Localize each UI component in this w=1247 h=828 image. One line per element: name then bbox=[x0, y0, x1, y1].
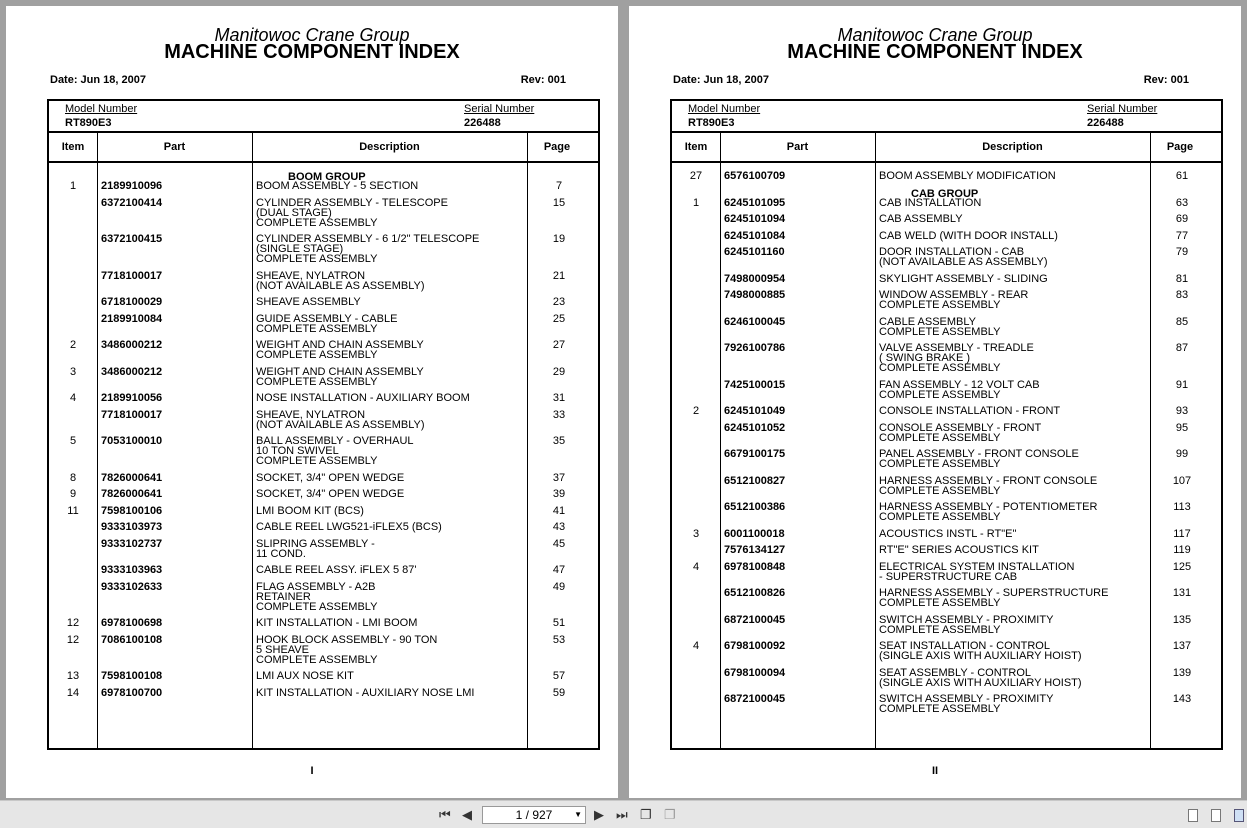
part-description: CABLE REEL LWG521-iFLEX5 (BCS) bbox=[256, 521, 442, 533]
part-description: SHEAVE ASSEMBLY bbox=[256, 296, 361, 308]
page-reference: 61 bbox=[1175, 170, 1189, 182]
table-header bbox=[672, 133, 1221, 163]
component-index-table bbox=[47, 99, 600, 750]
part-number: 9333102737 bbox=[101, 538, 163, 550]
page-reference: 25 bbox=[552, 313, 566, 325]
item-number: 9 bbox=[69, 488, 77, 500]
part-number: 6001100018 bbox=[724, 528, 785, 540]
page-reference: 113 bbox=[1173, 501, 1191, 513]
part-description: CAB INSTALLATION bbox=[879, 197, 982, 209]
page-reference: 57 bbox=[552, 670, 566, 682]
part-number: 2189910096 bbox=[101, 180, 163, 192]
part-description: CONSOLE INSTALLATION - FRONT bbox=[879, 405, 1061, 417]
document-title: MACHINE COMPONENT INDEX bbox=[164, 41, 460, 63]
part-description: KIT INSTALLATION - AUXILIARY NOSE LMI bbox=[256, 687, 475, 699]
item-number: 14 bbox=[66, 687, 80, 699]
part-description: DOOR INSTALLATION - CAB (NOT AVAILABLE AS ASSEMBLY) bbox=[879, 246, 1048, 268]
part-number: 7086100108 bbox=[101, 634, 163, 646]
document-title: MACHINE COMPONENT INDEX bbox=[787, 41, 1083, 63]
table-header bbox=[49, 133, 598, 163]
page-reference: 87 bbox=[1175, 342, 1189, 354]
serial-number-label: Serial Number bbox=[464, 103, 535, 115]
component-index-table bbox=[670, 99, 1223, 750]
column-divider bbox=[720, 133, 721, 748]
part-number: 6372100415 bbox=[101, 233, 163, 245]
item-number: 3 bbox=[69, 366, 77, 378]
part-description: SHEAVE, NYLATRON (NOT AVAILABLE AS ASSEMBLY) bbox=[256, 409, 425, 431]
part-number: 6978100848 bbox=[724, 561, 786, 573]
group-heading: BOOM GROUP bbox=[288, 171, 366, 183]
serial-number-value: 226488 bbox=[464, 117, 501, 129]
item-number: 12 bbox=[66, 634, 80, 646]
part-number: 7926100786 bbox=[724, 342, 786, 354]
page-reference: 15 bbox=[552, 197, 566, 209]
part-description: GUIDE ASSEMBLY - CABLE COMPLETE ASSEMBLY bbox=[256, 313, 398, 335]
part-description: CAB ASSEMBLY bbox=[879, 213, 963, 225]
part-number: 6245101160 bbox=[724, 246, 785, 258]
column-header-description: Description bbox=[359, 141, 420, 153]
page-reference: 77 bbox=[1175, 230, 1189, 242]
item-number: 4 bbox=[692, 640, 700, 652]
column-divider bbox=[97, 133, 98, 748]
page-reference: 81 bbox=[1175, 273, 1189, 285]
page-reference: 131 bbox=[1172, 587, 1192, 599]
part-number: 6978100698 bbox=[101, 617, 163, 629]
item-number: 5 bbox=[69, 435, 77, 447]
part-description: KIT INSTALLATION - LMI BOOM bbox=[256, 617, 418, 629]
part-number: 7498000885 bbox=[724, 289, 786, 301]
part-description: HARNESS ASSEMBLY - SUPERSTRUCTURE COMPLETE ASSEMBLY bbox=[879, 587, 1109, 609]
page-reference: 27 bbox=[552, 339, 566, 351]
page-reference: 91 bbox=[1175, 379, 1189, 391]
model-number-value: RT890E3 bbox=[65, 117, 112, 129]
part-description: SHEAVE, NYLATRON (NOT AVAILABLE AS ASSEMBLY) bbox=[256, 270, 425, 292]
page-reference: 135 bbox=[1172, 614, 1192, 626]
column-header-part: Part bbox=[163, 141, 186, 153]
column-header-page: Page bbox=[543, 141, 571, 153]
part-description: WEIGHT AND CHAIN ASSEMBLY COMPLETE ASSEMBLY bbox=[256, 339, 424, 361]
page-reference: 63 bbox=[1175, 197, 1189, 209]
part-number: 9333103963 bbox=[101, 564, 163, 576]
last-page-icon[interactable]: ⏭ bbox=[616, 807, 628, 822]
part-description: FAN ASSEMBLY - 12 VOLT CAB COMPLETE ASSEMBLY bbox=[879, 379, 1040, 401]
part-number: 6872100045 bbox=[724, 614, 786, 626]
part-description: RT"E" SERIES ACOUSTICS KIT bbox=[879, 544, 1039, 556]
item-number: 27 bbox=[689, 170, 703, 182]
part-number: 6798100092 bbox=[724, 640, 786, 652]
item-number: 13 bbox=[66, 670, 80, 682]
model-number-label: Model Number bbox=[65, 103, 138, 115]
part-description: BOOM ASSEMBLY - 5 SECTION bbox=[256, 180, 419, 192]
model-number-value: RT890E3 bbox=[688, 117, 735, 129]
page-reference: 95 bbox=[1175, 422, 1189, 434]
page-reference: 69 bbox=[1175, 213, 1189, 225]
facing-view-icon[interactable] bbox=[1234, 809, 1244, 822]
part-number: 6978100700 bbox=[101, 687, 163, 699]
page-reference: 139 bbox=[1172, 667, 1192, 679]
page-reference: 137 bbox=[1172, 640, 1192, 652]
part-number: 6512100826 bbox=[724, 587, 786, 599]
document-page-2 bbox=[629, 6, 1241, 798]
part-number: 6512100386 bbox=[724, 501, 786, 513]
part-number: 9333103973 bbox=[101, 521, 163, 533]
part-description: SWITCH ASSEMBLY - PROXIMITY COMPLETE ASSEMBLY bbox=[879, 693, 1054, 715]
first-page-icon[interactable]: ⏮ bbox=[439, 807, 451, 822]
continuous-view-icon[interactable] bbox=[1211, 809, 1221, 822]
part-description: CAB WELD (WITH DOOR INSTALL) bbox=[879, 230, 1058, 242]
column-divider bbox=[875, 133, 876, 748]
document-date: Date: Jun 18, 2007 bbox=[673, 74, 769, 86]
item-number: 3 bbox=[692, 528, 700, 540]
page-reference: 33 bbox=[552, 409, 566, 421]
part-description: NOSE INSTALLATION - AUXILIARY BOOM bbox=[256, 392, 470, 404]
item-number: 4 bbox=[692, 561, 700, 573]
part-number: 7826000641 bbox=[101, 472, 163, 484]
item-number: 12 bbox=[66, 617, 80, 629]
page-reference: 119 bbox=[1173, 544, 1191, 556]
page-number: I bbox=[310, 765, 314, 777]
page-reference: 35 bbox=[552, 435, 566, 447]
part-number: 6245101049 bbox=[724, 405, 786, 417]
document-revision: Rev: 001 bbox=[520, 74, 566, 86]
part-description: SOCKET, 3/4" OPEN WEDGE bbox=[256, 488, 405, 500]
part-number: 2189910056 bbox=[101, 392, 163, 404]
document-date: Date: Jun 18, 2007 bbox=[50, 74, 146, 86]
page-reference: 85 bbox=[1175, 316, 1189, 328]
page-reference: 53 bbox=[552, 634, 566, 646]
page-reference: 107 bbox=[1172, 475, 1192, 487]
part-number: 6718100029 bbox=[101, 296, 163, 308]
item-number: 4 bbox=[69, 392, 77, 404]
part-number: 6372100414 bbox=[101, 197, 163, 209]
page-reference: 49 bbox=[552, 581, 566, 593]
part-description: HARNESS ASSEMBLY - POTENTIOMETER COMPLETE ASSEMBLY bbox=[879, 501, 1098, 523]
column-header-item: Item bbox=[684, 141, 708, 153]
page-indicator-text: 1 / 927 bbox=[515, 808, 553, 822]
page-reference: 37 bbox=[552, 472, 566, 484]
part-number: 7425100015 bbox=[724, 379, 786, 391]
page-reference: 45 bbox=[552, 538, 566, 550]
document-page-1 bbox=[6, 6, 618, 798]
part-description: SEAT INSTALLATION - CONTROL (SINGLE AXIS WITH AUXILIARY HOIST) bbox=[879, 640, 1082, 662]
part-description: HARNESS ASSEMBLY - FRONT CONSOLE COMPLETE ASSEMBLY bbox=[879, 475, 1098, 497]
part-number: 7498000954 bbox=[724, 273, 786, 285]
part-number: 7826000641 bbox=[101, 488, 163, 500]
item-number: 11 bbox=[67, 505, 79, 517]
part-description: LMI BOOM KIT (BCS) bbox=[256, 505, 364, 517]
page-reference: 43 bbox=[552, 521, 566, 533]
part-number: 6872100045 bbox=[724, 693, 786, 705]
part-description: BOOM ASSEMBLY MODIFICATION bbox=[879, 170, 1056, 182]
part-number: 6245101052 bbox=[724, 422, 786, 434]
part-description: CONSOLE ASSEMBLY - FRONT COMPLETE ASSEMBLY bbox=[879, 422, 1042, 444]
part-number: 6798100094 bbox=[724, 667, 786, 679]
part-description: CABLE ASSEMBLY COMPLETE ASSEMBLY bbox=[879, 316, 1001, 338]
page-reference: 125 bbox=[1172, 561, 1192, 573]
page-reference: 31 bbox=[552, 392, 566, 404]
part-description: BALL ASSEMBLY - OVERHAUL 10 TON SWIVEL COMPLETE ASSEMBLY bbox=[256, 435, 414, 467]
part-description: ELECTRICAL SYSTEM INSTALLATION - SUPERSTRUCTURE CAB bbox=[879, 561, 1075, 583]
single-page-view-icon[interactable] bbox=[1188, 809, 1198, 822]
part-number: 6576100709 bbox=[724, 170, 786, 182]
part-description: FLAG ASSEMBLY - A2B RETAINER COMPLETE ASSEMBLY bbox=[256, 581, 378, 613]
column-header-part: Part bbox=[786, 141, 809, 153]
part-number: 7718100017 bbox=[101, 270, 163, 282]
model-serial-box bbox=[672, 101, 1221, 133]
part-description: PANEL ASSEMBLY - FRONT CONSOLE COMPLETE ASSEMBLY bbox=[879, 448, 1079, 470]
item-number: 2 bbox=[69, 339, 77, 351]
part-description: ACOUSTICS INSTL - RT"E" bbox=[879, 528, 1017, 540]
page-reference: 47 bbox=[552, 564, 566, 576]
part-number: 3486000212 bbox=[101, 366, 163, 378]
page-reference: 23 bbox=[552, 296, 566, 308]
page-reference: 39 bbox=[552, 488, 566, 500]
page-reference: 93 bbox=[1175, 405, 1189, 417]
serial-number-value: 226488 bbox=[1087, 117, 1124, 129]
next-page-icon[interactable]: ▶ bbox=[594, 807, 604, 822]
page-reference: 83 bbox=[1175, 289, 1189, 301]
page-reference: 19 bbox=[552, 233, 566, 245]
column-header-item: Item bbox=[61, 141, 85, 153]
export-icon[interactable]: ❐ bbox=[640, 807, 652, 822]
part-description: SLIPRING ASSEMBLY - 11 COND. bbox=[256, 538, 375, 560]
part-number: 7598100106 bbox=[101, 505, 163, 517]
part-number: 2189910084 bbox=[101, 313, 163, 325]
page-dropdown-icon[interactable]: ▼ bbox=[574, 810, 582, 819]
column-divider bbox=[252, 133, 253, 748]
compare-icon[interactable]: ❐ bbox=[664, 807, 676, 822]
page-reference: 41 bbox=[552, 505, 566, 517]
brand-name: Manitowoc Crane Group bbox=[837, 25, 1033, 45]
page-reference: 21 bbox=[552, 270, 566, 282]
page-reference: 59 bbox=[552, 687, 566, 699]
part-number: 6679100175 bbox=[724, 448, 786, 460]
column-divider bbox=[527, 133, 528, 748]
part-number: 6512100827 bbox=[724, 475, 786, 487]
page-reference: 143 bbox=[1172, 693, 1192, 705]
group-heading: CAB GROUP bbox=[911, 188, 979, 200]
page-reference: 51 bbox=[552, 617, 566, 629]
part-description: VALVE ASSEMBLY - TREADLE ( SWING BRAKE ) COMPLETE ASSEMBLY bbox=[879, 342, 1034, 374]
part-number: 7718100017 bbox=[101, 409, 163, 421]
item-number: 8 bbox=[69, 472, 77, 484]
part-description: SOCKET, 3/4" OPEN WEDGE bbox=[256, 472, 405, 484]
column-header-page: Page bbox=[1166, 141, 1194, 153]
part-number: 3486000212 bbox=[101, 339, 163, 351]
part-description: HOOK BLOCK ASSEMBLY - 90 TON 5 SHEAVE COMPLETE ASSEMBLY bbox=[256, 634, 438, 666]
part-description: SEAT ASSEMBLY - CONTROL (SINGLE AXIS WITH AUXILIARY HOIST) bbox=[879, 667, 1082, 689]
brand-name: Manitowoc Crane Group bbox=[214, 25, 410, 45]
item-number: 1 bbox=[692, 197, 700, 209]
part-number: 7053100010 bbox=[101, 435, 163, 447]
column-divider bbox=[1150, 133, 1151, 748]
document-revision: Rev: 001 bbox=[1143, 74, 1189, 86]
part-number: 6245101084 bbox=[724, 230, 786, 242]
prev-page-icon[interactable]: ◀ bbox=[462, 807, 472, 822]
model-number-label: Model Number bbox=[688, 103, 761, 115]
part-description: CYLINDER ASSEMBLY - 6 1/2" TELESCOPE (SINGLE STAGE) COMPLETE ASSEMBLY bbox=[256, 233, 480, 265]
item-number: 1 bbox=[69, 180, 77, 192]
part-description: LMI AUX NOSE KIT bbox=[256, 670, 354, 682]
viewer-toolbar bbox=[0, 800, 1247, 828]
part-description: WEIGHT AND CHAIN ASSEMBLY COMPLETE ASSEMBLY bbox=[256, 366, 424, 388]
serial-number-label: Serial Number bbox=[1087, 103, 1158, 115]
part-description: SKYLIGHT ASSEMBLY - SLIDING bbox=[879, 273, 1048, 285]
column-header-description: Description bbox=[982, 141, 1043, 153]
page-reference: 99 bbox=[1175, 448, 1189, 460]
part-number: 7598100108 bbox=[101, 670, 163, 682]
page-reference: 117 bbox=[1173, 528, 1191, 540]
part-description: CABLE REEL ASSY. iFLEX 5 87' bbox=[256, 564, 417, 576]
part-number: 9333102633 bbox=[101, 581, 163, 593]
page-reference: 7 bbox=[555, 180, 563, 192]
part-number: 6245101095 bbox=[724, 197, 786, 209]
part-description: SWITCH ASSEMBLY - PROXIMITY COMPLETE ASSEMBLY bbox=[879, 614, 1054, 636]
part-number: 7576134127 bbox=[724, 544, 786, 556]
page-indicator-input[interactable] bbox=[482, 806, 586, 824]
page-reference: 29 bbox=[552, 366, 566, 378]
part-number: 6246100045 bbox=[724, 316, 786, 328]
page-number: II bbox=[931, 765, 939, 777]
part-description: CYLINDER ASSEMBLY - TELESCOPE (DUAL STAGE) COMPLETE ASSEMBLY bbox=[256, 197, 448, 229]
item-number: 2 bbox=[692, 405, 700, 417]
page-reference: 79 bbox=[1175, 246, 1189, 258]
part-description: WINDOW ASSEMBLY - REAR COMPLETE ASSEMBLY bbox=[879, 289, 1029, 311]
part-number: 6245101094 bbox=[724, 213, 786, 225]
model-serial-box bbox=[49, 101, 598, 133]
